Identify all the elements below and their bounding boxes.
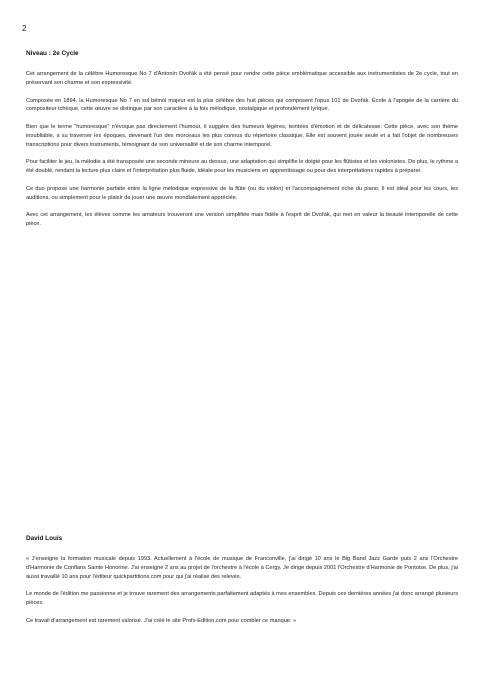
level-paragraph-5: Ce duo propose une harmonie parfaite entre la ligne mélodique expressive de la flûte (ou du violon) et l'accompagnement riche du piano. Il est idéal pour les cours, les auditions, ou simplement pour le plaisir de jouer une œuvre mondialement appréciée. <box>26 185 458 201</box>
author-paragraph-3: Ce travail d'arrangement est rarement valorisé. J'ai créé le site Profs-Edition.com pour combler ce manque. » <box>26 617 297 624</box>
level-paragraph-2: Composée en 1894, la Humoresque No 7 en sol bémol majeur est la plus célèbre des huit pièces qui composent l'opus 101 de Dvořák. Écrite à l'apogée de la carrière du compositeur tchèque, cette œuvre se distingue par son caractère à la fois mélodique, nostalgique et profondément lyrique. <box>26 97 458 113</box>
author-paragraph-2: Le monde de l'édition me passionne et je trouve rarement des arrangements parfaitement adaptés à mes ensembles. Depuis ces dernières années j'ai donc arrangé plusieurs pièces. <box>26 591 458 607</box>
level-paragraph-1: Cet arrangement de la célèbre Humoresque No 7 d'Antonín Dvořák a été pensé pour rendre cette pièce emblématique accessible aux instrumentistes de 2e cycle, tout en préservant son charme et son expressivité. <box>26 71 458 86</box>
author-section <box>26 535 458 635</box>
author-paragraph-1: « J'enseigne la formation musicale depuis 1993. Actuellement à l'école de musique de Franconville, j'ai dirigé 10 ans le Big Band Jazz Garde puis 2 ans l'Orchestre d'Harmonie de Conflans Sainte Honorine. J'ai enseigné 2 ans au projet de l'orchestre à l'école à Cergy. Je dirige depuis 2001 l'Orchestre d'Harmonie de Pontoise. De plus, j'ai aussi travaillé 10 ans pour l'éditeur quickpartitions.com pour qui j'ai réalisé des relevés. <box>26 556 458 580</box>
level-heading: Niveau : 2e Cycle <box>26 50 79 57</box>
level-paragraph-3: Bien que le terme "humoresque" n'évoque pas directement l'humour, il suggère des humeurs légères, teintées d'émotion et de délicatesse. Cette pièce, avec son thème inoubliable, a su traverser les époques, devenant l'un des morceaux les plus connus du répertoire classique. Elle est souvent jouée seule et a fait l'objet de nombreuses transcriptions pour divers instruments, témoignant de son universalité et de son charme intemporel. <box>26 124 458 148</box>
level-section <box>26 50 458 238</box>
level-paragraph-6: Avec cet arrangement, les élèves comme les amateurs trouveront une version simplifiée mais fidèle à l'esprit de Dvořák, qui met en valeur la beauté intemporelle de cette pièce. <box>26 212 458 228</box>
level-paragraph-4: Pour faciliter le jeu, la mélodie a été transposée une seconde mineure au dessus, une adaptation qui simplifie le doigté pour les flûtistes et les violonistes. De plus, le rythme a été doublé, rendant la lecture plus claire et l'interprétation plus fluide, idéale pour les musiciens en apprentissage ou pour des interprétations rapides à préparer. <box>26 159 458 175</box>
page-number: 2 <box>22 24 27 33</box>
author-heading: David Louis <box>26 535 63 542</box>
